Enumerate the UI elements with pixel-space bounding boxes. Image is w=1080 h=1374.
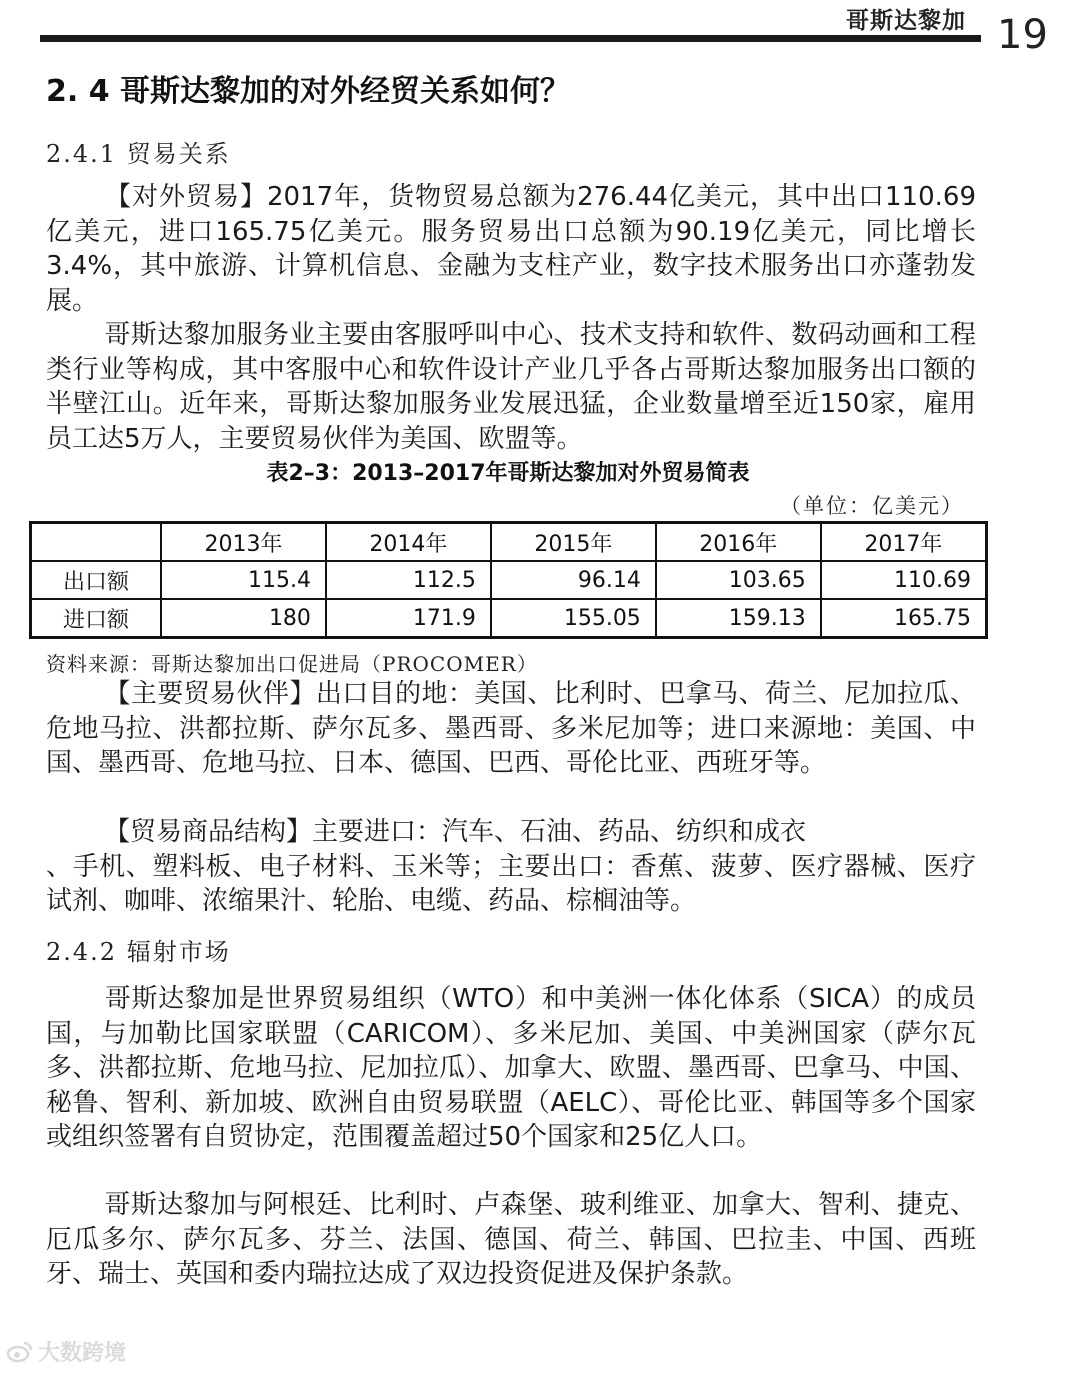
value-cell: 110.69 — [821, 561, 987, 599]
table-row-exports — [31, 561, 987, 599]
year-cell: 2013年 — [161, 523, 326, 562]
value-cell: 155.05 — [491, 599, 656, 638]
row-label: 出口额 — [31, 561, 162, 599]
table-header-row — [31, 523, 987, 562]
subsection-heading-markets: 2.4.2 辐射市场 — [46, 938, 231, 966]
running-header: 哥斯达黎加 — [846, 8, 966, 34]
value-cell: 96.14 — [491, 561, 656, 599]
year-cell: 2017年 — [821, 523, 987, 562]
row-label: 进口额 — [31, 599, 162, 638]
value-cell: 171.9 — [326, 599, 491, 638]
value-cell: 159.13 — [656, 599, 821, 638]
header-rule — [40, 35, 981, 42]
table-source: 资料来源：哥斯达黎加出口促进局（PROCOMER） — [46, 652, 538, 676]
paragraph-commodity-structure: 【贸易商品结构】主要进口：汽车、石油、药品、纺织和成衣 、手机、塑料板、电子材料、玉米等；主要出口：香蕉、菠萝、医疗器械、医疗试剂、咖啡、浓缩果汁、轮胎、电缆、药品、棕榈油等。 — [46, 817, 976, 916]
value-cell: 165.75 — [821, 599, 987, 638]
watermark-text: 大数跨境 — [38, 1341, 127, 1366]
page-number: 19 — [997, 12, 1048, 58]
subsection-heading-trade: 2.4.1 贸易关系 — [46, 140, 231, 168]
trade-table — [29, 521, 988, 639]
value-cell: 115.4 — [161, 561, 326, 599]
year-cell: 2014年 — [326, 523, 491, 562]
paragraph-service-sector: 哥斯达黎加服务业主要由客服呼叫中心、技术支持和软件、数码动画和工程类行业等构成，其中客服中心和软件设计产业几乎各占哥斯达黎加服务出口额的半壁江山。近年来，哥斯达黎加服务业发展迅猛，企业数量增至近150家，雇用员工达5万人，主要贸易伙伴为美国、欧盟等。 — [46, 320, 976, 454]
value-cell: 103.65 — [656, 561, 821, 599]
table-caption: 表2–3：2013–2017年哥斯达黎加对外贸易简表 — [266, 461, 750, 486]
year-cell: 2016年 — [656, 523, 821, 562]
paragraph-trade-partners: 【主要贸易伙伴】出口目的地：美国、比利时、巴拿马、荷兰、尼加拉瓜、危地马拉、洪都拉斯、萨尔瓦多、墨西哥、多米尼加等；进口来源地：美国、中国、墨西哥、危地马拉、日本、德国、巴西、哥伦比亚、西班牙等。 — [46, 679, 976, 778]
table-row-imports — [31, 599, 987, 638]
value-cell: 112.5 — [326, 561, 491, 599]
value-cell: 180 — [161, 599, 326, 638]
table-corner-cell — [31, 523, 162, 562]
section-title: 2. 4 哥斯达黎加的对外经贸关系如何？ — [46, 74, 571, 109]
weibo-logo-icon — [6, 1340, 34, 1364]
year-cell: 2015年 — [491, 523, 656, 562]
table-unit: （单位：亿美元） — [780, 494, 964, 518]
watermark — [6, 1336, 126, 1367]
paragraph-foreign-trade: 【对外贸易】2017年，货物贸易总额为276.44亿美元，其中出口110.69亿美元，进口165.75亿美元。服务贸易出口总额为90.19亿美元，同比增长3.4%，其中旅游、计算机信息、金融为支柱产业，数字技术服务出口亦蓬勃发展。 — [46, 182, 976, 316]
paragraph-trade-agreements: 哥斯达黎加是世界贸易组织（WTO）和中美洲一体化体系（SICA）的成员国，与加勒比国家联盟（CARICOM）、多米尼加、美国、中美洲国家（萨尔瓦多、洪都拉斯、危地马拉、尼加拉瓜）、加拿大、欧盟、墨西哥、巴拿马、中国、秘鲁、智利、新加坡、欧洲自由贸易联盟（AELC）、哥伦比亚、韩国等多个国家或组织签署有自贸协定，范围覆盖超过50个国家和25亿人口。 — [46, 984, 976, 1152]
paragraph-investment-treaties: 哥斯达黎加与阿根廷、比利时、卢森堡、玻利维亚、加拿大、智利、捷克、厄瓜多尔、萨尔瓦多、芬兰、法国、德国、荷兰、韩国、巴拉圭、中国、西班牙、瑞士、英国和委内瑞拉达成了双边投资促进及保护条款。 — [46, 1190, 976, 1289]
